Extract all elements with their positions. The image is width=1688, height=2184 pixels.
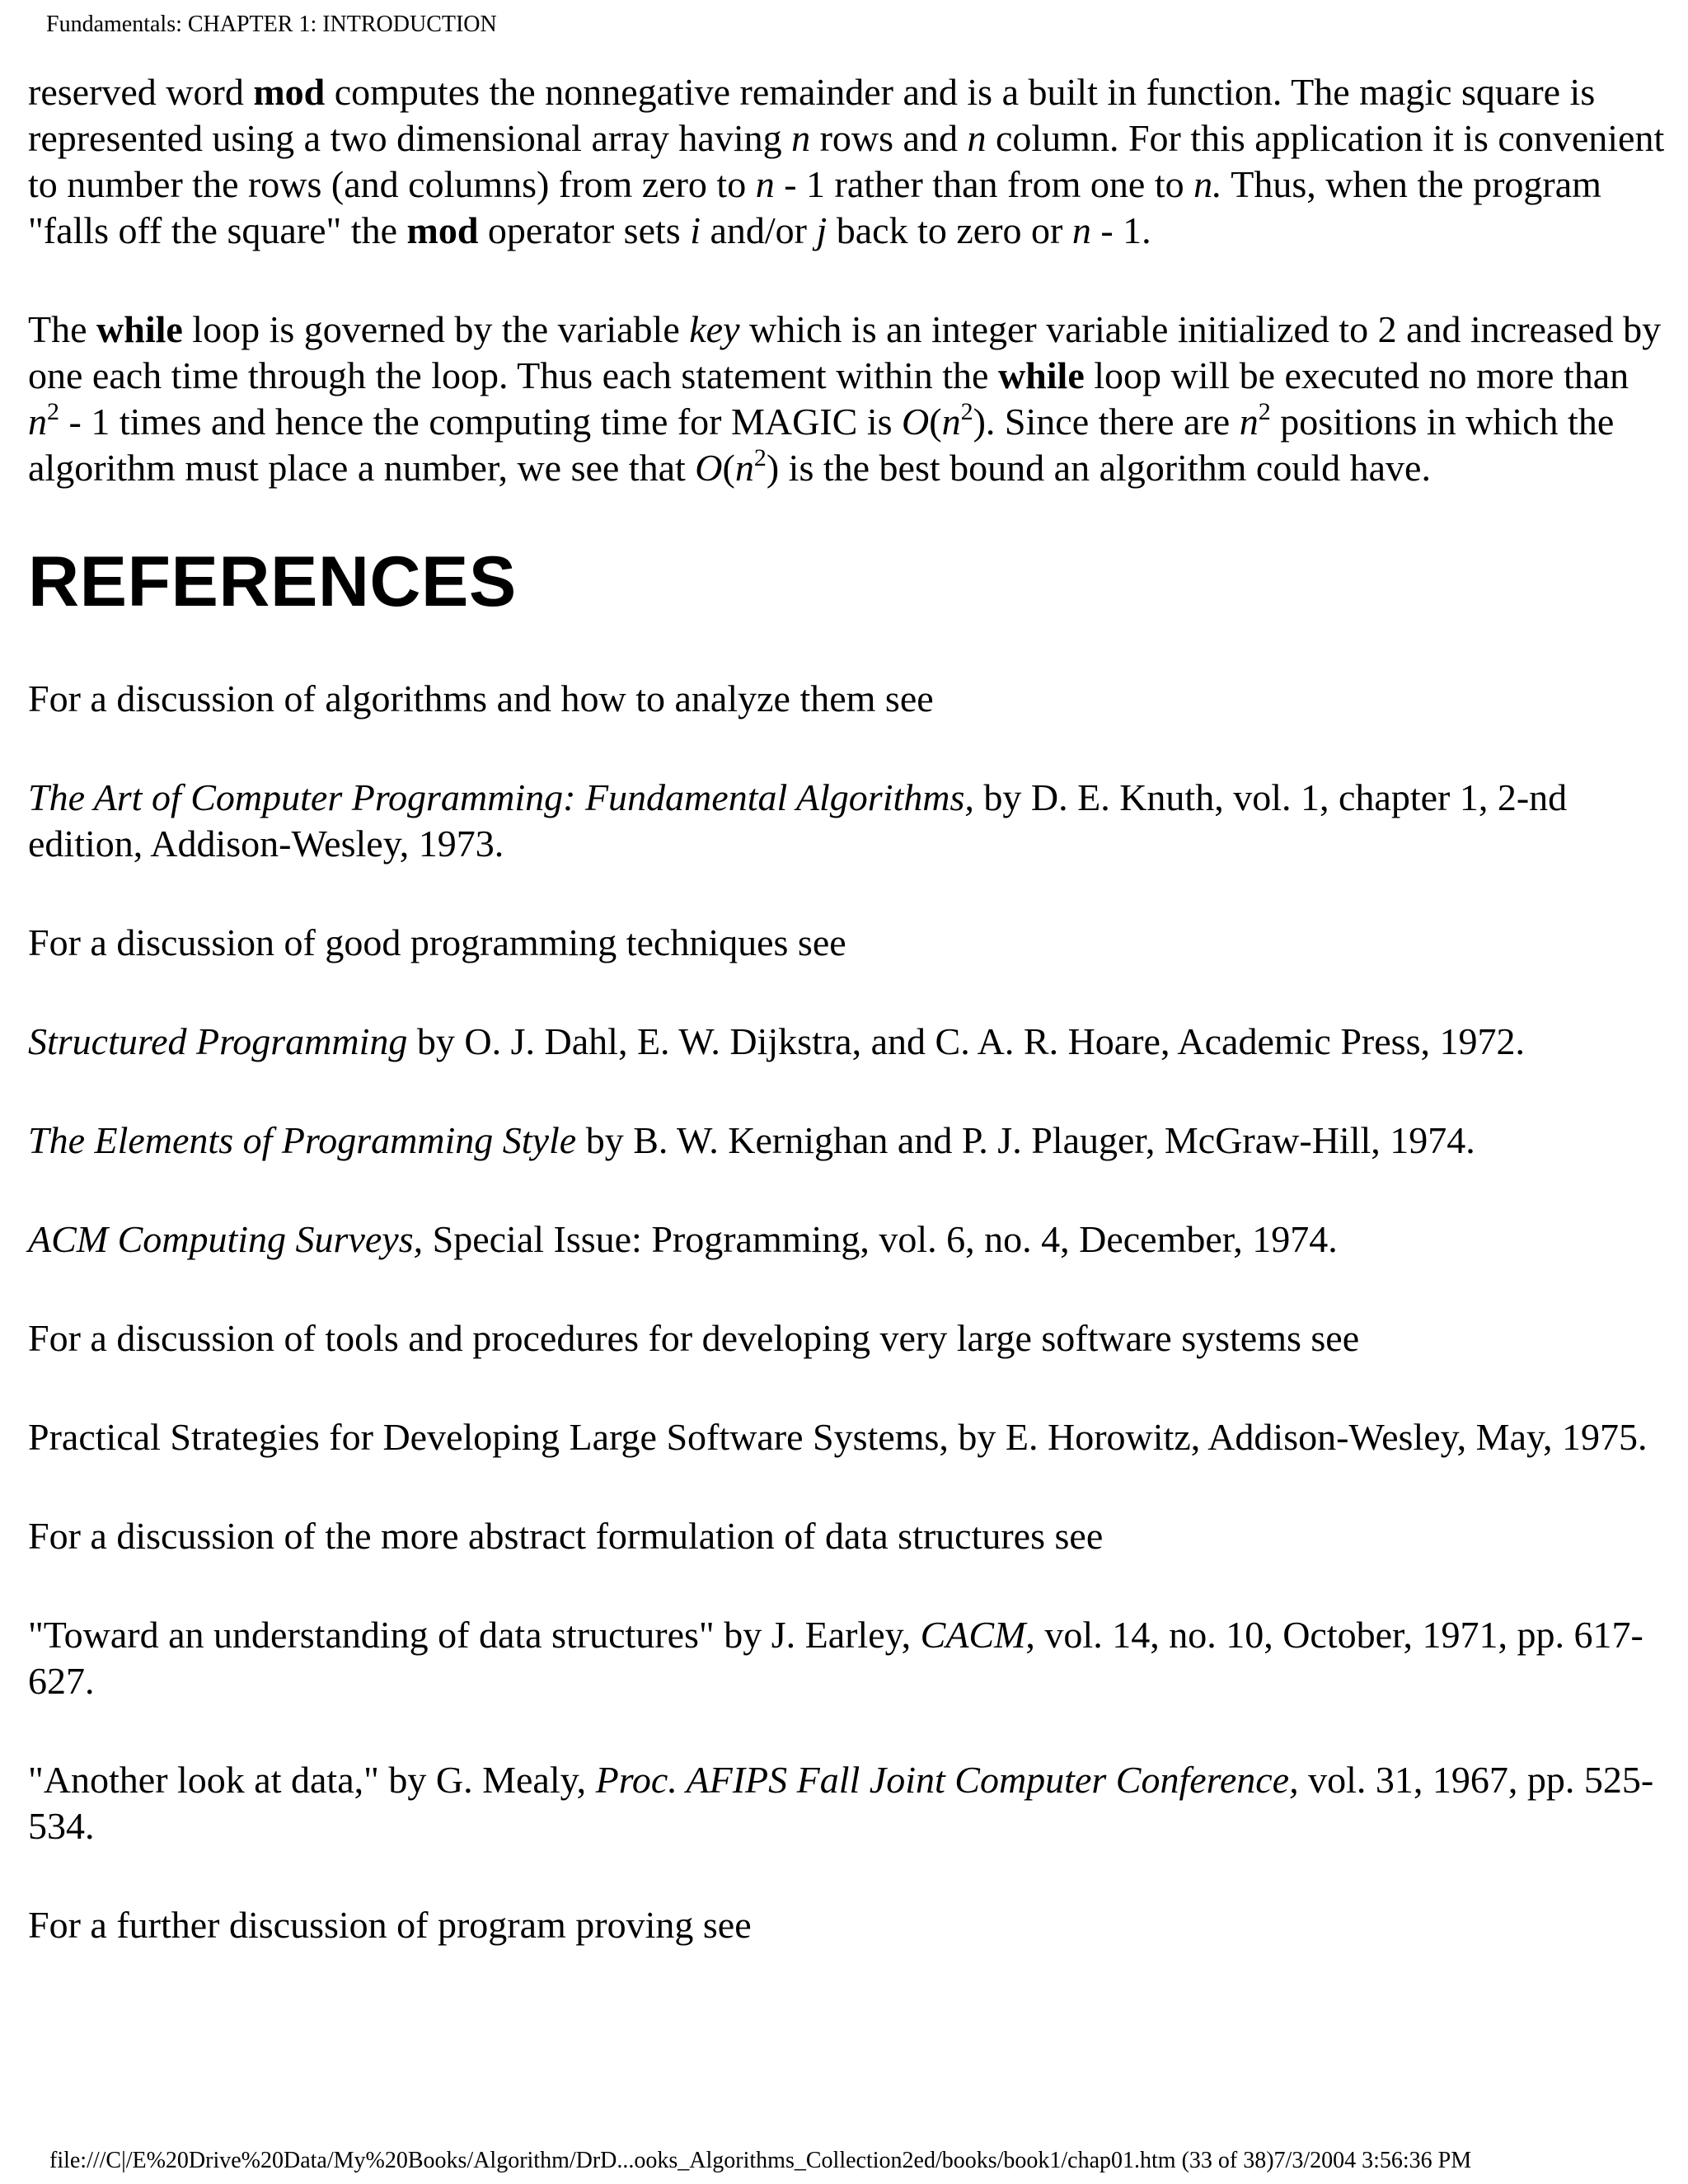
keyword-mod: mod [406,209,479,251]
reference-title: Structured Programming [28,1020,408,1062]
references-list [28,676,1668,1948]
reference-title: The Art of Computer Programming: Fundamental Algorithms, [28,776,974,818]
keyword-while: while [997,354,1085,396]
text-run: and/or [700,209,817,251]
reference-earley [28,1612,1668,1704]
text-run: The [28,308,97,350]
page-header: Fundamentals: CHAPTER 1: INTRODUCTION [46,12,497,37]
reference-details: Special Issue: Programming, vol. 6, no. 4, December, 1974. [423,1218,1338,1260]
big-o: O [695,447,723,489]
superscript: 2 [1258,398,1271,425]
superscript: 2 [753,444,767,471]
reference-mealy [28,1757,1668,1849]
variable-n: n [734,447,754,489]
superscript: 2 [960,398,973,425]
reference-journal: CACM [920,1614,1026,1656]
text-run: loop is governed by the variable [182,308,690,350]
variable-n: n [1239,401,1259,443]
variable-n: n [791,117,811,159]
variable-n: n [967,117,987,159]
reference-intro-programming: For a discussion of good programming techniques see [28,921,846,963]
variable-n: n [1071,209,1091,251]
reference-details: by D. E. Knuth, vol. 1, chapter 1, 2-nd edition, Addison-Wesley, 1973. [28,776,1568,865]
reference-knuth [28,775,1668,867]
reference-kernighan [28,1118,1668,1164]
keyword-mod: mod [253,71,326,113]
text-run: computes the nonnegative remainder and is a built in function. The magic square is represented using a two dimensional array having [28,71,1596,159]
reference-intro-abstract: For a discussion of the more abstract formulation of data structures see [28,1515,1104,1557]
page-footer-path: file:///C|/E%20Drive%20Data/My%20Books/Algorithm/DrD...ooks_Algorithms_Collection2ed/books/book1/chap01.htm (33 of 38)7/3/2004 3:56:36 PM [49,2148,1472,2173]
text-run: - 1 times and hence the computing time for MAGIC is [59,401,903,443]
variable-n: n [941,401,961,443]
reference-title: The Elements of Programming Style [28,1119,577,1161]
keyword-while: while [96,308,183,350]
text-run: positions in which the algorithm must place a number, we see that [28,401,1615,489]
reference-details: by O. J. Dahl, E. W. Dijkstra, and C. A. R. Hoare, Academic Press, 1972. [407,1020,1525,1062]
text-run: - 1. [1090,209,1151,251]
text-run: ( [722,447,735,489]
reference-details: by B. W. Kernighan and P. J. Plauger, McGraw-Hill, 1974. [576,1119,1475,1161]
reference-details: "Another look at data," by G. Mealy, [28,1759,596,1801]
variable-n: n. [1193,163,1222,205]
reference-intro-proving: For a further discussion of program proving see [28,1904,752,1946]
text-run: which is an integer variable initialized to 2 and increased by one each time through the loop. Thus each statement within the [28,308,1662,396]
reference-details: "Toward an understanding of data structures" by J. Earley, [28,1614,921,1656]
text-run: ) is the best bound an algorithm could have. [766,447,1431,489]
variable-n: n [28,401,47,443]
reference-title: ACM Computing Surveys, [28,1218,424,1260]
text-run: back to zero or [827,209,1072,251]
page-content [28,69,1668,1948]
text-run: column. For this application it is convenient to number the rows (and columns) from zero to [28,117,1665,205]
reference-intro-algorithms: For a discussion of algorithms and how to analyze them see [28,677,934,719]
big-o: O [902,401,930,443]
text-run: reserved word [28,71,254,113]
variable-j: j [816,209,828,251]
variable-n: n [755,163,775,205]
reference-details: vol. 31, 1967, pp. 525-534. [28,1759,1654,1847]
reference-horowitz: Practical Strategies for Developing Large Software Systems, by E. Horowitz, Addison-Wesley, May, 1975. [28,1416,1648,1458]
variable-i: i [690,209,701,251]
text-run: ( [929,401,942,443]
paragraph-mod-operator [28,69,1668,254]
reference-acm [28,1216,1668,1263]
paragraph-while-loop [28,307,1668,491]
reference-dahl [28,1019,1668,1065]
variable-key: key [689,308,740,350]
text-run: operator sets [478,209,691,251]
reference-intro-tools: For a discussion of tools and procedures for developing very large software systems see [28,1317,1360,1359]
reference-details: , vol. 14, no. 10, October, 1971, pp. 617-627. [28,1614,1643,1702]
text-run: Thus, when the program "falls off the square" the [28,163,1601,251]
text-run: rows and [810,117,968,159]
reference-journal: Proc. AFIPS Fall Joint Computer Conference, [595,1759,1299,1801]
superscript: 2 [47,398,59,425]
text-run: loop will be executed no more than [1084,354,1629,396]
text-run: ). Since there are [973,401,1240,443]
references-heading: REFERENCES [28,542,517,621]
text-run: - 1 rather than from one to [774,163,1194,205]
